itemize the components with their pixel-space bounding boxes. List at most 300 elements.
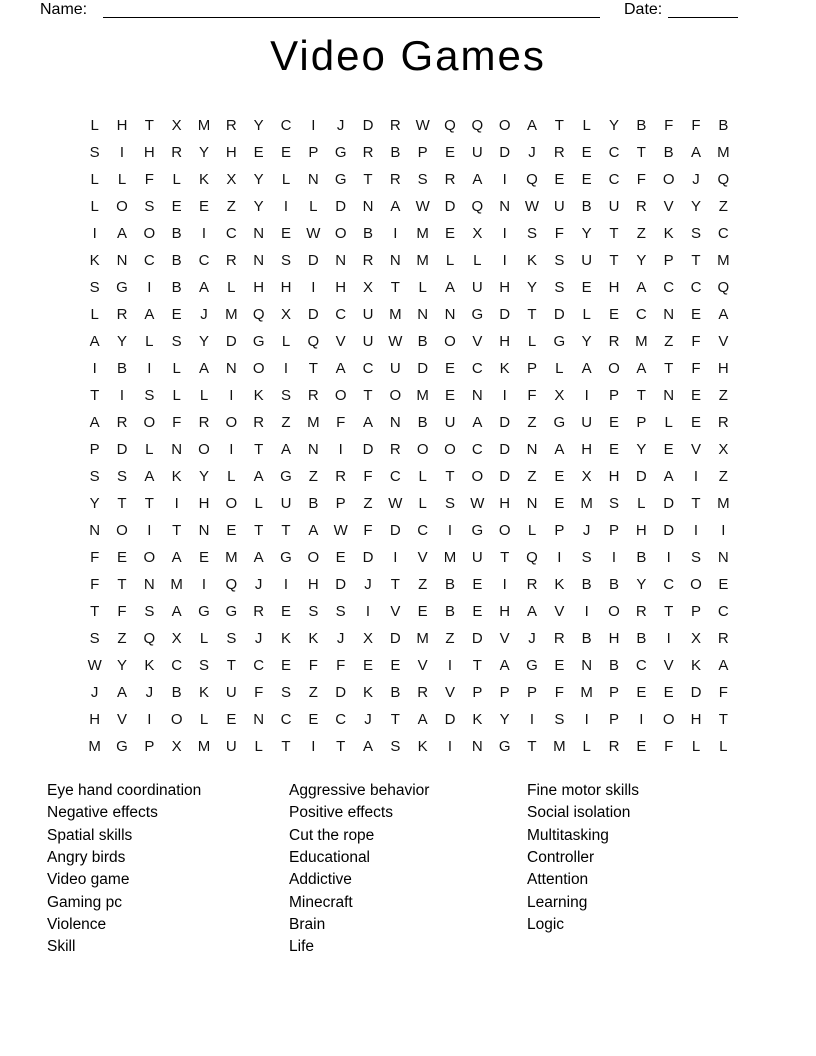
grid-letter: I [721,522,726,539]
grid-letter: L [145,441,154,458]
word-list-item: Violence [47,916,107,934]
grid-letter: X [718,441,729,458]
grid-letter: Z [445,630,455,647]
grid-letter: M [416,252,429,269]
grid-letter: G [116,279,128,296]
grid-letter: M [225,549,238,566]
grid-letter: L [281,333,291,350]
grid-letter: E [554,468,565,485]
grid-letter: A [253,549,264,566]
grid-letter: S [116,468,127,485]
grid-letter: J [254,630,263,647]
grid-letter: U [280,495,292,512]
grid-letter: T [691,495,701,512]
grid-letter: E [472,603,483,620]
grid-letter: A [362,738,373,755]
grid-letter: I [311,738,316,755]
grid-letter: I [92,360,97,377]
grid-letter: O [334,387,347,404]
grid-letter: Y [198,468,209,485]
word-list-item: Aggressive behavior [289,782,430,799]
grid-letter: C [663,576,675,593]
grid-letter: A [718,306,729,323]
grid-letter: I [502,252,507,269]
grid-letter: E [690,414,701,431]
word-list-item: Social isolation [527,804,631,822]
word-list-item: Cut the rope [289,826,375,844]
grid-letter: F [144,171,154,188]
grid-letter: M [416,630,429,647]
grid-letter: H [499,603,511,620]
grid-letter: Y [89,495,100,512]
grid-letter: T [390,711,400,728]
grid-letter: L [418,279,427,296]
grid-letter: O [608,603,620,620]
grid-letter: B [390,144,401,161]
grid-letter: I [447,657,453,674]
grid-letter: G [252,333,265,350]
grid-letter: A [116,225,127,242]
grid-letter: E [581,279,592,296]
grid-letter: K [198,171,209,188]
grid-letter: F [691,360,701,377]
grid-letter: B [308,495,319,512]
grid-letter: J [336,630,345,647]
grid-letter: I [666,549,671,566]
grid-letter: Y [253,198,264,215]
grid-letter: Q [143,630,156,647]
grid-letter: V [554,603,565,620]
grid-letter: D [335,684,347,701]
grid-letter: P [526,684,537,701]
grid-letter: A [663,468,674,485]
grid-letter: P [608,684,619,701]
grid-letter: I [502,387,507,404]
grid-letter: T [90,603,100,620]
grid-letter: K [171,468,182,485]
grid-letter: K [663,225,674,242]
grid-letter: E [472,576,483,593]
grid-letter: V [116,711,127,728]
grid-letter: O [608,360,620,377]
grid-letter: T [636,387,646,404]
grid-letter: Q [225,576,238,593]
grid-letter: G [334,144,347,161]
grid-letter: C [335,306,347,323]
grid-letter: N [89,522,101,539]
grid-letter: N [471,738,483,755]
grid-letter: E [171,306,182,323]
grid-letter: U [581,414,593,431]
grid-letter: N [253,711,265,728]
grid-letter: S [198,657,209,674]
grid-letter: W [333,522,348,539]
grid-letter: E [226,522,237,539]
grid-letter: M [717,495,730,512]
word-list-item: Addictive [289,871,352,889]
grid-letter: C [717,225,729,242]
grid-letter: J [200,306,208,323]
grid-letter: J [364,576,372,593]
grid-letter: N [389,414,401,431]
word-list-item: Minecraft [289,893,353,911]
grid-letter: Y [198,144,209,161]
grid-letter: I [201,225,207,242]
grid-letter: Y [253,117,264,134]
grid-letter: C [417,522,429,539]
grid-letter: C [608,144,620,161]
grid-letter: B [362,225,373,242]
grid-letter: L [582,738,591,755]
grid-letter: V [718,333,729,350]
grid-letter: R [362,144,374,161]
grid-letter: E [116,549,127,566]
grid-letter: M [88,738,101,755]
grid-letter: T [664,603,674,620]
grid-letter: P [499,684,510,701]
grid-letter: O [143,414,156,431]
grid-letter: A [198,279,209,296]
grid-letter: T [363,387,373,404]
grid-letter: O [143,549,156,566]
grid-letter: C [280,117,292,134]
grid-letter: K [253,387,264,404]
grid-letter: A [171,549,182,566]
grid-letter: T [363,171,373,188]
grid-letter: E [444,360,455,377]
grid-letter: L [637,495,646,512]
grid-letter: B [171,252,182,269]
grid-letter: S [89,279,100,296]
word-list-column [527,780,639,936]
grid-letter: X [171,630,182,647]
grid-letter: F [363,522,373,539]
grid-letter: W [388,495,403,512]
grid-letter: E [608,414,619,431]
grid-letter: R [417,684,429,701]
grid-letter: W [87,657,102,674]
grid-letter: E [690,306,701,323]
word-list-column [47,780,201,959]
grid-letter: E [171,198,182,215]
grid-letter: L [527,333,537,350]
grid-letter: T [445,468,455,485]
grid-letter: V [335,333,346,350]
grid-letter: D [362,441,374,458]
grid-letter: F [664,738,674,755]
grid-letter: G [471,306,484,323]
grid-letter: R [116,414,128,431]
grid-letter: L [309,198,318,215]
grid-letter: N [389,252,401,269]
grid-letter: A [444,279,455,296]
grid-letter: T [500,549,510,566]
grid-letter: S [690,549,701,566]
grid-letter: S [390,738,401,755]
grid-letter: L [90,171,99,188]
word-list-item: Negative effects [47,804,158,822]
grid-letter: D [663,495,675,512]
grid-letter: M [197,738,211,755]
grid-letter: T [117,576,127,593]
grid-letter: P [608,387,619,404]
grid-letter: U [471,549,483,566]
grid-letter: C [635,657,647,674]
grid-letter: N [307,441,319,458]
grid-letter: R [389,117,401,134]
grid-letter: C [608,171,620,188]
grid-letter: C [280,711,292,728]
grid-letter: V [417,657,428,674]
grid-letter: R [553,630,565,647]
grid-letter: I [693,468,699,485]
grid-letter: U [444,414,456,431]
grid-letter: I [666,630,671,647]
word-list-item: Educational [289,849,371,867]
grid-letter: P [472,684,483,701]
grid-letter: V [663,657,674,674]
grid-letter: K [280,630,291,647]
grid-letter: M [717,252,730,269]
grid-letter: H [198,495,210,512]
grid-letter: B [171,684,182,701]
grid-letter: N [253,252,265,269]
grid-letter: T [90,387,100,404]
grid-letter: G [198,603,210,620]
grid-letter: N [198,522,210,539]
grid-letter: D [635,468,647,485]
grid-letter: K [690,657,701,674]
grid-letter: Y [116,657,127,674]
grid-letter: F [554,225,564,242]
grid-letter: T [390,576,400,593]
grid-letter: Z [226,198,236,215]
grid-letter: S [89,630,100,647]
grid-letter: S [89,468,100,485]
grid-letter: H [581,441,593,458]
grid-letter: B [636,630,647,647]
grid-letter: P [308,144,319,161]
grid-letter: R [307,387,319,404]
grid-letter: N [581,657,593,674]
grid-letter: E [444,144,455,161]
grid-letter: I [557,549,562,566]
grid-letter: B [636,117,647,134]
grid-letter: T [554,117,564,134]
grid-letter: S [171,333,182,350]
grid-letter: I [584,711,589,728]
grid-letter: T [336,738,346,755]
grid-letter: Y [636,441,647,458]
grid-letter: N [663,387,675,404]
grid-letter: D [389,522,401,539]
grid-letter: B [116,360,127,377]
grid-letter: M [416,225,429,242]
grid-letter: I [502,225,507,242]
word-list-item: Attention [527,871,589,889]
grid-letter: D [499,306,511,323]
grid-letter: R [362,252,374,269]
grid-letter: Z [308,684,318,701]
grid-letter: N [717,549,729,566]
grid-letter: P [608,522,619,539]
grid-letter: W [415,198,430,215]
grid-letter: I [611,549,617,566]
grid-letter: T [281,738,291,755]
grid-letter: B [417,333,428,350]
grid-letter: F [90,576,100,593]
grid-letter: T [172,522,182,539]
grid-letter: E [554,171,565,188]
word-list-item: Learning [527,893,588,911]
grid-letter: R [116,306,128,323]
grid-letter: I [229,441,234,458]
grid-letter: D [499,414,511,431]
grid-letter: D [663,522,675,539]
grid-letter: N [417,306,429,323]
grid-letter: X [362,279,373,296]
grid-letter: H [499,333,511,350]
grid-letter: N [116,252,128,269]
grid-letter: O [143,225,156,242]
grid-letter: F [336,657,346,674]
grid-letter: X [171,117,182,134]
grid-letter: G [553,333,566,350]
grid-letter: C [253,657,265,674]
grid-letter: S [280,684,291,701]
grid-letter: L [281,171,291,188]
grid-letter: D [307,252,319,269]
grid-letter: M [225,306,238,323]
grid-letter: O [307,549,320,566]
grid-letter: B [444,603,455,620]
grid-letter: X [690,630,701,647]
grid-letter: R [608,738,620,755]
grid-letter: I [92,225,97,242]
grid-letter: J [528,144,536,161]
grid-letter: H [280,279,292,296]
grid-letter: M [197,117,211,134]
grid-letter: K [144,657,155,674]
grid-letter: L [527,522,537,539]
grid-letter: E [718,576,729,593]
grid-letter: I [147,279,152,296]
grid-letter: E [335,549,346,566]
grid-letter: N [663,306,675,323]
grid-letter: O [170,711,183,728]
grid-letter: L [719,738,728,755]
grid-letter: L [582,306,591,323]
grid-letter: Y [608,117,619,134]
grid-letter: B [608,657,619,674]
grid-letter: I [502,576,507,593]
grid-letter: Y [581,333,592,350]
grid-letter: E [663,441,674,458]
name-blank-line [103,17,600,18]
grid-letter: E [280,144,291,161]
grid-letter: S [554,252,565,269]
grid-letter: O [690,576,702,593]
grid-letter: Y [526,279,537,296]
grid-letter: G [334,171,347,188]
grid-letter: V [472,333,483,350]
grid-letter: A [554,441,565,458]
word-list-item: Brain [289,916,326,934]
grid-letter: C [225,225,237,242]
grid-letter: D [553,306,565,323]
grid-letter: D [307,306,319,323]
grid-letter: A [472,171,483,188]
grid-letter: I [283,360,289,377]
grid-letter: O [116,198,128,215]
grid-letter: S [308,603,319,620]
grid-letter: Q [444,117,456,134]
grid-letter: O [444,333,456,350]
grid-letter: N [444,306,456,323]
grid-letter: D [362,549,374,566]
grid-letter: O [225,495,238,512]
grid-letter: G [471,522,484,539]
grid-letter: X [171,738,182,755]
grid-letter: G [498,738,511,755]
grid-letter: Y [198,333,209,350]
grid-letter: X [362,630,373,647]
grid-letter: S [226,630,237,647]
grid-letter: K [89,252,100,269]
grid-letter: S [608,495,619,512]
grid-letter: A [417,711,428,728]
grid-letter: M [389,306,402,323]
grid-letter: S [444,495,455,512]
grid-letter: J [692,171,700,188]
word-list-column [289,780,429,959]
grid-letter: P [608,711,619,728]
grid-letter: I [311,279,316,296]
grid-letter: R [225,252,237,269]
grid-letter: H [225,144,237,161]
grid-letter: Z [527,468,537,485]
grid-letter: H [608,630,620,647]
grid-letter: C [171,657,183,674]
grid-letter: K [308,630,319,647]
grid-letter: U [389,360,401,377]
grid-letter: C [717,603,729,620]
grid-letter: E [554,657,565,674]
grid-letter: E [444,387,455,404]
grid-letter: D [225,333,237,350]
grid-letter: E [608,441,619,458]
grid-letter: A [89,414,100,431]
grid-letter: I [119,144,125,161]
grid-letter: I [639,711,644,728]
grid-letter: N [499,198,511,215]
grid-letter: E [690,387,701,404]
grid-letter: J [364,711,372,728]
grid-letter: J [254,576,263,593]
grid-letter: I [147,360,152,377]
grid-letter: F [336,414,346,431]
grid-letter: M [553,738,566,755]
grid-letter: T [527,738,537,755]
grid-letter: Z [636,225,646,242]
grid-letter: E [581,171,592,188]
grid-letter: B [581,198,592,215]
grid-letter: A [690,144,701,161]
grid-letter: T [254,441,264,458]
grid-letter: Y [690,198,701,215]
grid-letter: C [635,306,647,323]
grid-letter: A [499,657,510,674]
